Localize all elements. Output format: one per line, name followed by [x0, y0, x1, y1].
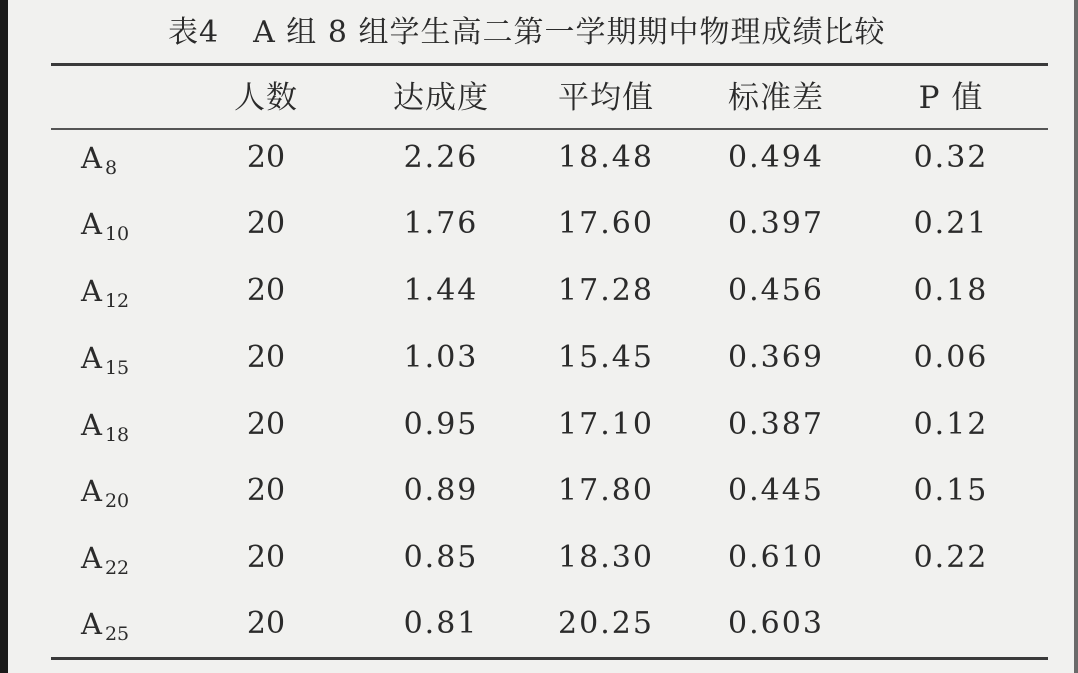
group-letter: A	[81, 408, 104, 442]
page-edge-right	[1074, 0, 1078, 673]
cell-attainment: 0.89	[403, 473, 479, 508]
table-row	[51, 400, 1048, 450]
header-cell-attainment: 达成度	[393, 80, 489, 116]
header-rule	[51, 128, 1048, 130]
cell-attainment: 1.03	[403, 340, 479, 375]
cell-count: 20	[246, 540, 286, 575]
cell-sd: 0.387	[728, 407, 824, 442]
table-row	[51, 266, 1048, 316]
group-subscript: 18	[104, 424, 130, 446]
cell-mean: 18.30	[558, 540, 654, 575]
cell-group	[81, 466, 161, 516]
cell-count: 20	[246, 606, 286, 641]
cell-group	[81, 333, 161, 383]
cell-p-value: 0.15	[913, 473, 989, 508]
cell-mean: 20.25	[558, 606, 654, 641]
header-cell-count: 人数	[234, 80, 298, 116]
cell-sd: 0.494	[728, 140, 824, 175]
table-row	[51, 599, 1048, 649]
cell-mean: 17.80	[558, 473, 654, 508]
group-letter: A	[81, 207, 104, 241]
table-caption	[168, 8, 885, 50]
group-letter: A	[81, 141, 104, 175]
cell-sd: 0.369	[728, 340, 824, 375]
table-row	[51, 466, 1048, 516]
top-rule	[51, 63, 1048, 66]
cell-attainment: 2.26	[403, 140, 479, 175]
table-row	[51, 533, 1048, 583]
cell-sd: 0.456	[728, 273, 824, 308]
cell-sd: 0.603	[728, 606, 824, 641]
group-subscript: 20	[104, 490, 130, 512]
cell-mean: 15.45	[558, 340, 654, 375]
group-subscript: 10	[104, 223, 130, 245]
cell-p-value	[911, 599, 991, 649]
group-subscript: 22	[104, 557, 130, 579]
group-subscript: 15	[104, 357, 130, 379]
cell-count: 20	[246, 473, 286, 508]
cell-attainment: 0.95	[403, 407, 479, 442]
cell-count: 20	[246, 140, 286, 175]
table-row	[51, 133, 1048, 183]
cell-p-value: 0.12	[913, 407, 989, 442]
cell-group	[81, 199, 161, 249]
table-title: A 组 8 组学生高二第一学期期中物理成绩比较	[253, 15, 886, 50]
cell-p-value: 0.22	[913, 540, 989, 575]
group-letter: A	[81, 474, 104, 508]
cell-p-value: 0.18	[913, 273, 989, 308]
cell-sd: 0.445	[728, 473, 824, 508]
table-number: 表4	[168, 15, 220, 50]
cell-mean: 17.60	[558, 206, 654, 241]
group-subscript: 25	[104, 623, 130, 645]
cell-group	[81, 533, 161, 583]
cell-sd: 0.610	[728, 540, 824, 575]
group-letter: A	[81, 607, 104, 641]
cell-sd: 0.397	[728, 206, 824, 241]
group-subscript: 12	[104, 290, 130, 312]
cell-group	[81, 266, 161, 316]
page-edge-left	[0, 0, 8, 673]
cell-attainment: 0.81	[403, 606, 479, 641]
header-cell-p-value: P 值	[918, 80, 984, 116]
cell-count: 20	[246, 273, 286, 308]
cell-count: 20	[246, 206, 286, 241]
table-row	[51, 199, 1048, 249]
header-cell-sd: 标准差	[728, 80, 824, 116]
cell-count: 20	[246, 407, 286, 442]
cell-attainment: 1.44	[403, 273, 479, 308]
cell-group	[81, 400, 161, 450]
cell-p-value: 0.32	[913, 140, 989, 175]
table-row	[51, 333, 1048, 383]
cell-group	[81, 133, 161, 183]
cell-mean: 17.10	[558, 407, 654, 442]
table-header-row	[51, 73, 1048, 123]
group-letter: A	[81, 274, 104, 308]
bottom-rule	[51, 657, 1048, 660]
cell-p-value: 0.06	[913, 340, 989, 375]
header-cell-mean: 平均值	[558, 80, 654, 116]
cell-p-value: 0.21	[913, 206, 989, 241]
cell-count: 20	[246, 340, 286, 375]
group-letter: A	[81, 541, 104, 575]
cell-mean: 17.28	[558, 273, 654, 308]
cell-mean: 18.48	[558, 140, 654, 175]
cell-attainment: 1.76	[403, 206, 479, 241]
cell-attainment: 0.85	[403, 540, 479, 575]
group-letter: A	[81, 341, 104, 375]
group-subscript: 8	[104, 157, 118, 179]
header-cell-group	[81, 73, 161, 123]
cell-group	[81, 599, 161, 649]
